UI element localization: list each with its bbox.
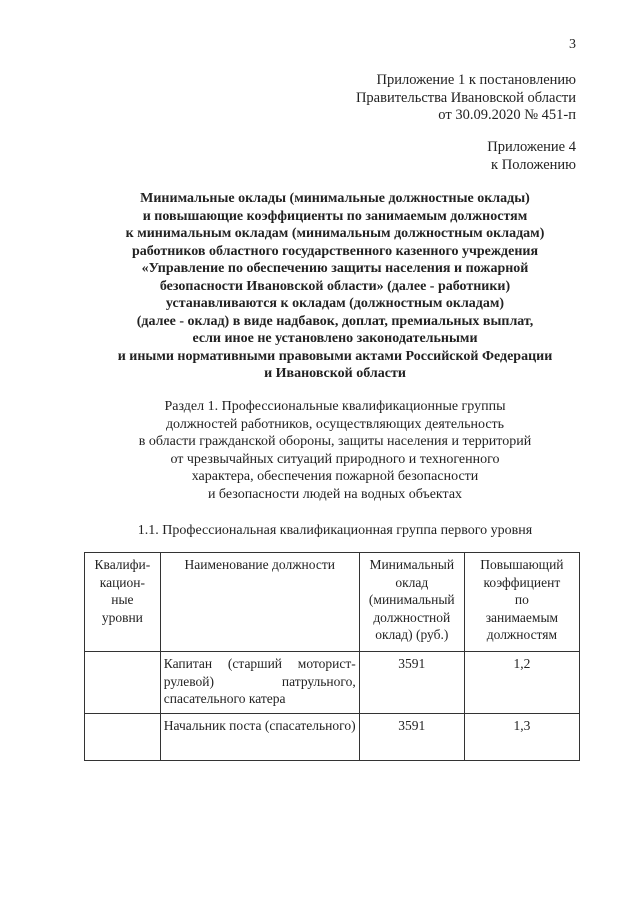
title-line: и повышающие коэффициенты по занимаемым должностям (142, 208, 528, 224)
header-level-line: Квалифи- (94, 557, 151, 572)
section-line: характера, обеспечения пожарной безопасности (191, 469, 479, 485)
title-line: и Ивановской области (264, 366, 406, 381)
appendix-sub-line: к Положению (491, 156, 576, 173)
document-title (70, 190, 600, 383)
header-level-line: уровни (101, 609, 143, 625)
section-line: от чрезвычайных ситуаций природного и техногенного (170, 451, 500, 467)
position-cell: Начальник поста (спасательного) (160, 714, 359, 761)
title-line: устанавливаются к окладам (должностным окладам) (165, 296, 505, 311)
title-line: (далее - оклад) в виде надбавок, доплат, премиальных выплат, (136, 313, 534, 329)
header-level-line: кацион- (99, 574, 146, 590)
header-coefficient-line: Повышающий (480, 557, 564, 572)
section-line: в области гражданской обороны, защиты населения и территорий (138, 434, 532, 450)
header-level (85, 553, 161, 652)
title-line: к минимальным окладам (минимальным должностным окладам) (125, 226, 545, 241)
header-salary-line: (минимальный (368, 592, 455, 607)
coefficient-cell: 1,2 (464, 652, 579, 714)
section-heading (70, 398, 600, 504)
header-level-line: ные (111, 592, 134, 607)
salary-cell: 3591 (359, 652, 464, 714)
table-row (85, 652, 580, 714)
header-coefficient-line: должностям (486, 627, 558, 642)
header-coefficient-line: коэффициент (483, 574, 561, 590)
appendix-header (0, 72, 576, 125)
header-salary-line: оклад) (руб.) (375, 627, 449, 642)
table-header-row (85, 553, 580, 652)
header-coefficient-line: занимаемым (485, 609, 559, 625)
level-cell (85, 714, 161, 761)
coefficient-cell: 1,3 (464, 714, 579, 761)
title-line: работников областного государственного казенного учреждения (131, 243, 539, 259)
title-line: если иное не установлено законодательными (192, 331, 478, 346)
header-coefficient (464, 553, 579, 652)
position-cell: Капитан (старший моторист-рулевой) патрульного, спасательного катера (160, 652, 359, 714)
subsection-title: 1.1. Профессиональная квалификационная группа первого уровня (137, 523, 533, 538)
header-salary-line: должностной (373, 609, 451, 625)
salary-cell: 3591 (359, 714, 464, 761)
appendix-sub-line: Приложение 4 (487, 139, 576, 155)
appendix-sub-header (0, 139, 576, 174)
header-coefficient-line: по (514, 592, 529, 607)
page-number: 3 (569, 37, 576, 52)
title-line: Минимальные оклады (минимальные должностные оклады) (140, 191, 530, 206)
header-position (160, 553, 359, 652)
salary-table (84, 552, 580, 761)
table-row (85, 714, 580, 761)
section-line: и безопасности людей на водных объектах (207, 486, 463, 502)
header-position-line: Наименование должности (184, 557, 335, 572)
appendix-header-line: от 30.09.2020 № 451-п (438, 107, 576, 123)
header-salary (359, 553, 464, 652)
section-line: должностей работников, осуществляющих деятельность (165, 416, 505, 432)
appendix-header-line: Правительства Ивановской области (355, 89, 576, 106)
section-line: Раздел 1. Профессиональные квалификационные группы (164, 399, 506, 414)
appendix-header-line: Приложение 1 к постановлению (376, 72, 576, 88)
title-line: безопасности Ивановской области» (далее - работники) (159, 278, 511, 294)
title-line: «Управление по обеспечению защиты населения и пожарной (141, 261, 529, 276)
header-salary-line: Минимальный (369, 557, 455, 572)
title-line: и иными нормативными правовыми актами Российской Федерации (117, 348, 553, 364)
level-cell (85, 652, 161, 714)
header-salary-line: оклад (395, 574, 429, 590)
